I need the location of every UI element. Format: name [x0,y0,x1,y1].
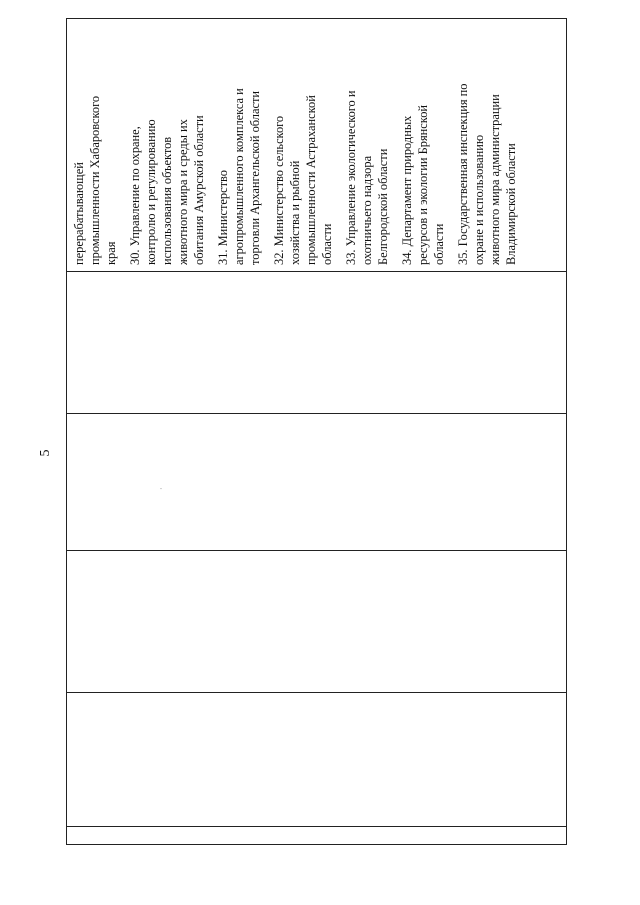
authority-entry-line: области [432,223,446,265]
authority-entry-line: перерабатывающей [72,162,86,265]
authority-list [67,19,519,271]
authority-entry [271,23,335,265]
authority-entry-line: животного мира администрации [488,94,502,265]
authority-entry [343,23,391,265]
authority-entry [215,23,263,265]
authority-entry [455,23,519,265]
authority-entry-line: торговли Архангельской области [248,91,262,265]
authority-entry-line: обитания Амурской области [192,115,206,265]
authority-entry-line: охотничьего надзора [360,155,374,265]
authority-entry [127,23,207,265]
authority-entry-line: края [104,241,118,265]
authority-entry-line: 33. Управление экологического и [344,90,358,265]
scan-dot: · [157,487,166,490]
authority-entry-line: Белгородской области [376,148,390,265]
authority-entry [399,23,447,265]
table-column-4 [67,271,566,413]
authority-entry-line: 34. Департамент природных [400,115,414,265]
authority-entry-line: промышленности Астраханской [304,95,318,265]
authority-entry-line: Владимирской области [504,143,518,265]
authority-entry-line: ресурсов и экологии Брянской [416,104,430,265]
authority-entry-line: 35. Государственная инспекция по [456,83,470,265]
table-column-1 [67,692,566,826]
authority-entry-line: контролю и регулированию [144,119,158,265]
authority-entry-line: 30. Управление по охране, [128,126,142,265]
page-number: 5 [38,449,53,457]
table-column-2 [67,550,566,692]
table-column-number [67,826,566,844]
authority-entry-line: охране и использованию [472,134,486,265]
authority-entry-line: 31. Министерство [216,170,230,265]
authority-entry-line: области [320,223,334,265]
table-body [67,19,566,844]
table-column-3 [67,413,566,550]
authority-entry-line: хозяйства и рыбной [288,160,302,265]
authority-entry-line: агропромышленного комплекса и [232,88,246,265]
rotated-table [66,18,567,845]
authority-entry-line: животного мира и среды их [176,119,190,265]
authority-entry [71,23,119,265]
authority-entry-line: 32. Министерство сельского [272,115,286,265]
table-column-authorities [67,19,566,271]
authority-entry-line: использования объектов [160,136,174,265]
authority-entry-line: промышленности Хабаровского [88,95,102,265]
